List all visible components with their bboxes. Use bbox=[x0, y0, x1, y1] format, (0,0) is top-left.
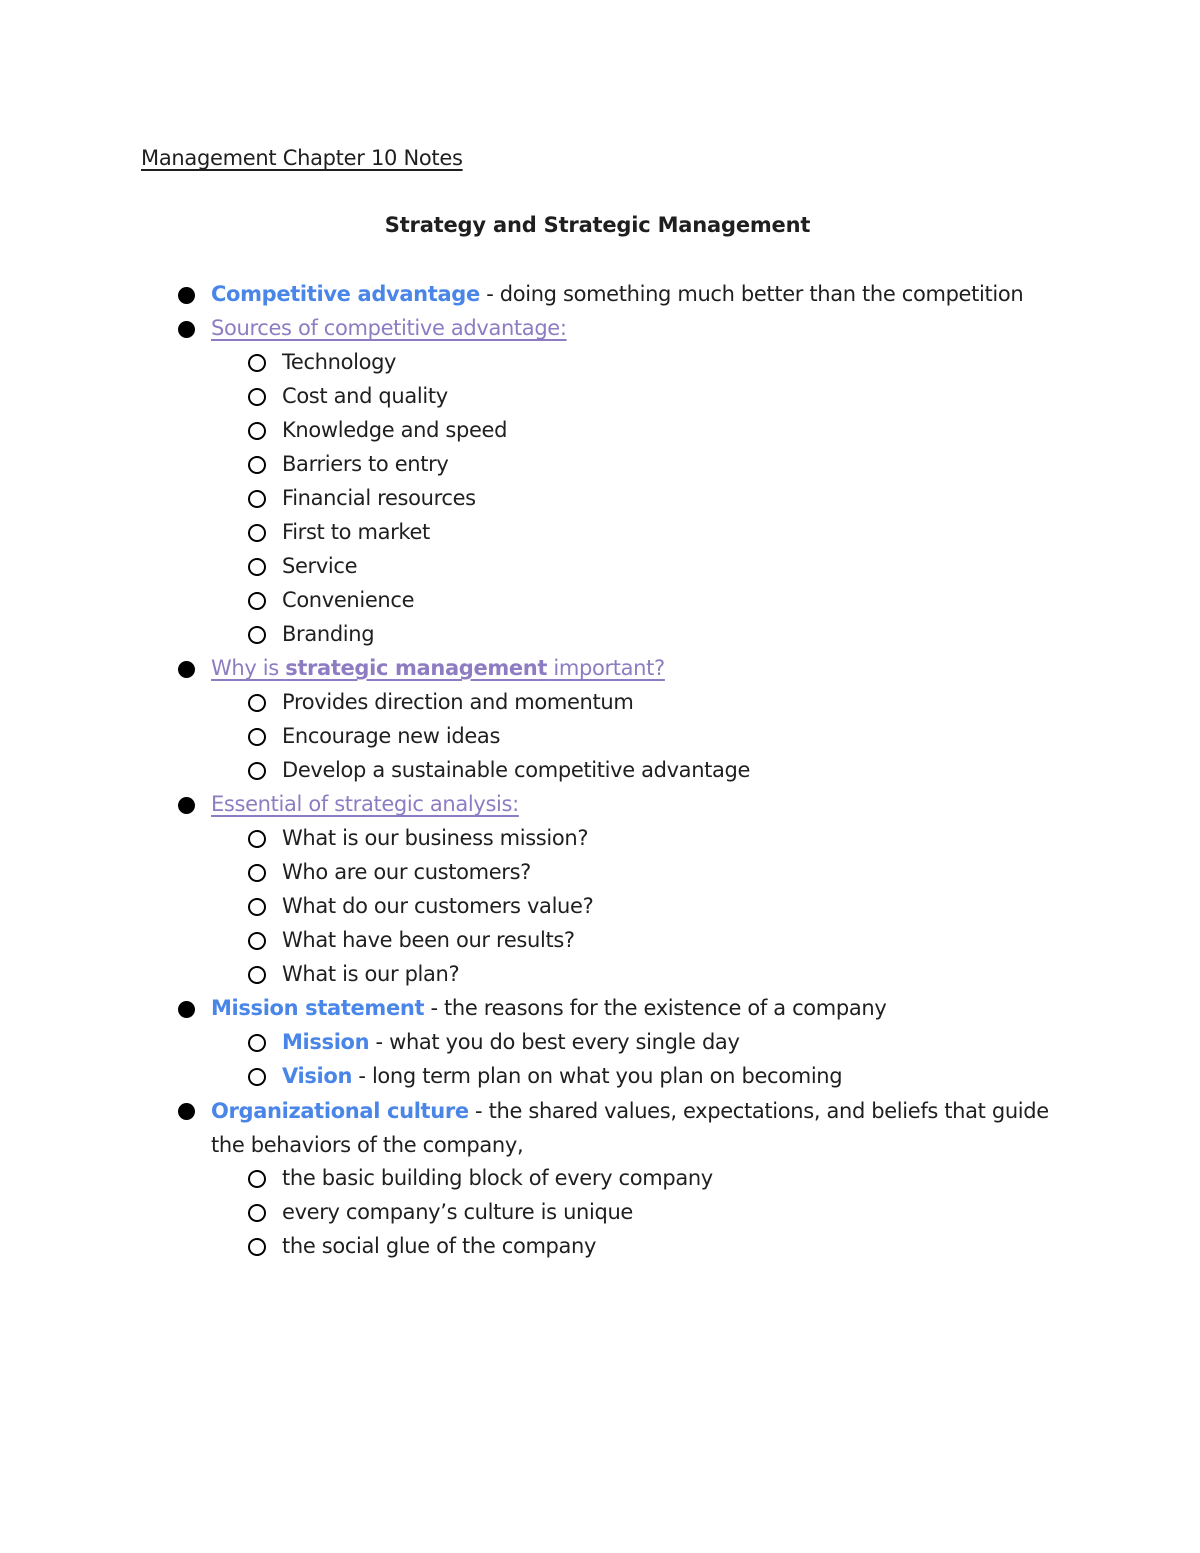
hollow-bullet-icon bbox=[248, 1170, 266, 1188]
list-item-source: Cost and quality bbox=[0, 380, 1200, 414]
list-item-culture: the social glue of the company bbox=[0, 1230, 1200, 1264]
essential-heading: Essential of strategic analysis: bbox=[211, 792, 519, 816]
document-title: Management Chapter 10 Notes bbox=[141, 146, 463, 170]
list-item-source: Convenience bbox=[0, 584, 1200, 618]
list-item-reason: Provides direction and momentum bbox=[0, 686, 1200, 720]
outline-item-sources bbox=[0, 312, 1200, 346]
list-item-vision: Vision - long term plan on what you plan on becoming bbox=[0, 1060, 1200, 1094]
list-item-source: Branding bbox=[0, 618, 1200, 652]
list-item-source: Technology bbox=[0, 346, 1200, 380]
definition-mission-statement: - the reasons for the existence of a company bbox=[424, 996, 887, 1020]
definition-competitive-advantage: - doing something much better than the competition bbox=[479, 282, 1024, 306]
filled-bullet-icon bbox=[178, 1001, 195, 1018]
hollow-bullet-icon bbox=[248, 762, 266, 780]
hollow-bullet-icon bbox=[248, 422, 266, 440]
outline-item-competitive-advantage bbox=[0, 278, 1200, 312]
hollow-bullet-icon bbox=[248, 1238, 266, 1256]
hollow-bullet-icon bbox=[248, 626, 266, 644]
hollow-bullet-icon bbox=[248, 1204, 266, 1222]
list-item-question: What is our business mission? bbox=[0, 822, 1200, 856]
list-item-question: What is our plan? bbox=[0, 958, 1200, 992]
term-organizational-culture: Organizational culture bbox=[211, 1099, 469, 1123]
hollow-bullet-icon bbox=[248, 694, 266, 712]
section-heading: Strategy and Strategic Management bbox=[384, 213, 811, 237]
sources-heading: Sources of competitive advantage: bbox=[211, 316, 567, 340]
hollow-bullet-icon bbox=[248, 830, 266, 848]
hollow-bullet-icon bbox=[248, 898, 266, 916]
term-vision: Vision bbox=[282, 1064, 353, 1088]
list-item-question: Who are our customers? bbox=[0, 856, 1200, 890]
list-item-question: What do our customers value? bbox=[0, 890, 1200, 924]
hollow-bullet-icon bbox=[248, 354, 266, 372]
hollow-bullet-icon bbox=[248, 1034, 266, 1052]
outline-item-organizational-culture bbox=[0, 1094, 1200, 1162]
filled-bullet-icon bbox=[178, 661, 195, 678]
hollow-bullet-icon bbox=[248, 592, 266, 610]
list-item-source: Barriers to entry bbox=[0, 448, 1200, 482]
term-mission: Mission bbox=[282, 1030, 370, 1054]
hollow-bullet-icon bbox=[248, 388, 266, 406]
list-item-culture: every company’s culture is unique bbox=[0, 1196, 1200, 1230]
list-item-source: First to market bbox=[0, 516, 1200, 550]
list-item-source: Financial resources bbox=[0, 482, 1200, 516]
list-item-mission: Mission - what you do best every single day bbox=[0, 1026, 1200, 1060]
definition-organizational-culture: - the shared values, expectations, and beliefs that guide the behaviors of the company, bbox=[211, 1099, 1049, 1157]
outline-item-why-important bbox=[0, 652, 1200, 686]
outline-item-essential-analysis bbox=[0, 788, 1200, 822]
list-item-source: Knowledge and speed bbox=[0, 414, 1200, 448]
filled-bullet-icon bbox=[178, 287, 195, 304]
filled-bullet-icon bbox=[178, 1103, 195, 1120]
list-item-source: Service bbox=[0, 550, 1200, 584]
hollow-bullet-icon bbox=[248, 524, 266, 542]
filled-bullet-icon bbox=[178, 797, 195, 814]
list-item-reason: Develop a sustainable competitive advantage bbox=[0, 754, 1200, 788]
why-heading: Why is strategic management important? bbox=[211, 656, 665, 680]
filled-bullet-icon bbox=[178, 321, 195, 338]
list-item-question: What have been our results? bbox=[0, 924, 1200, 958]
hollow-bullet-icon bbox=[248, 558, 266, 576]
hollow-bullet-icon bbox=[248, 490, 266, 508]
hollow-bullet-icon bbox=[248, 932, 266, 950]
hollow-bullet-icon bbox=[248, 966, 266, 984]
list-item-reason: Encourage new ideas bbox=[0, 720, 1200, 754]
list-item-culture: the basic building block of every company bbox=[0, 1162, 1200, 1196]
hollow-bullet-icon bbox=[248, 456, 266, 474]
outline-item-mission-statement bbox=[0, 992, 1200, 1026]
term-competitive-advantage: Competitive advantage bbox=[211, 282, 480, 306]
notes-outline bbox=[0, 278, 1200, 1264]
hollow-bullet-icon bbox=[248, 864, 266, 882]
term-mission-statement: Mission statement bbox=[211, 996, 425, 1020]
hollow-bullet-icon bbox=[248, 1068, 266, 1086]
hollow-bullet-icon bbox=[248, 728, 266, 746]
